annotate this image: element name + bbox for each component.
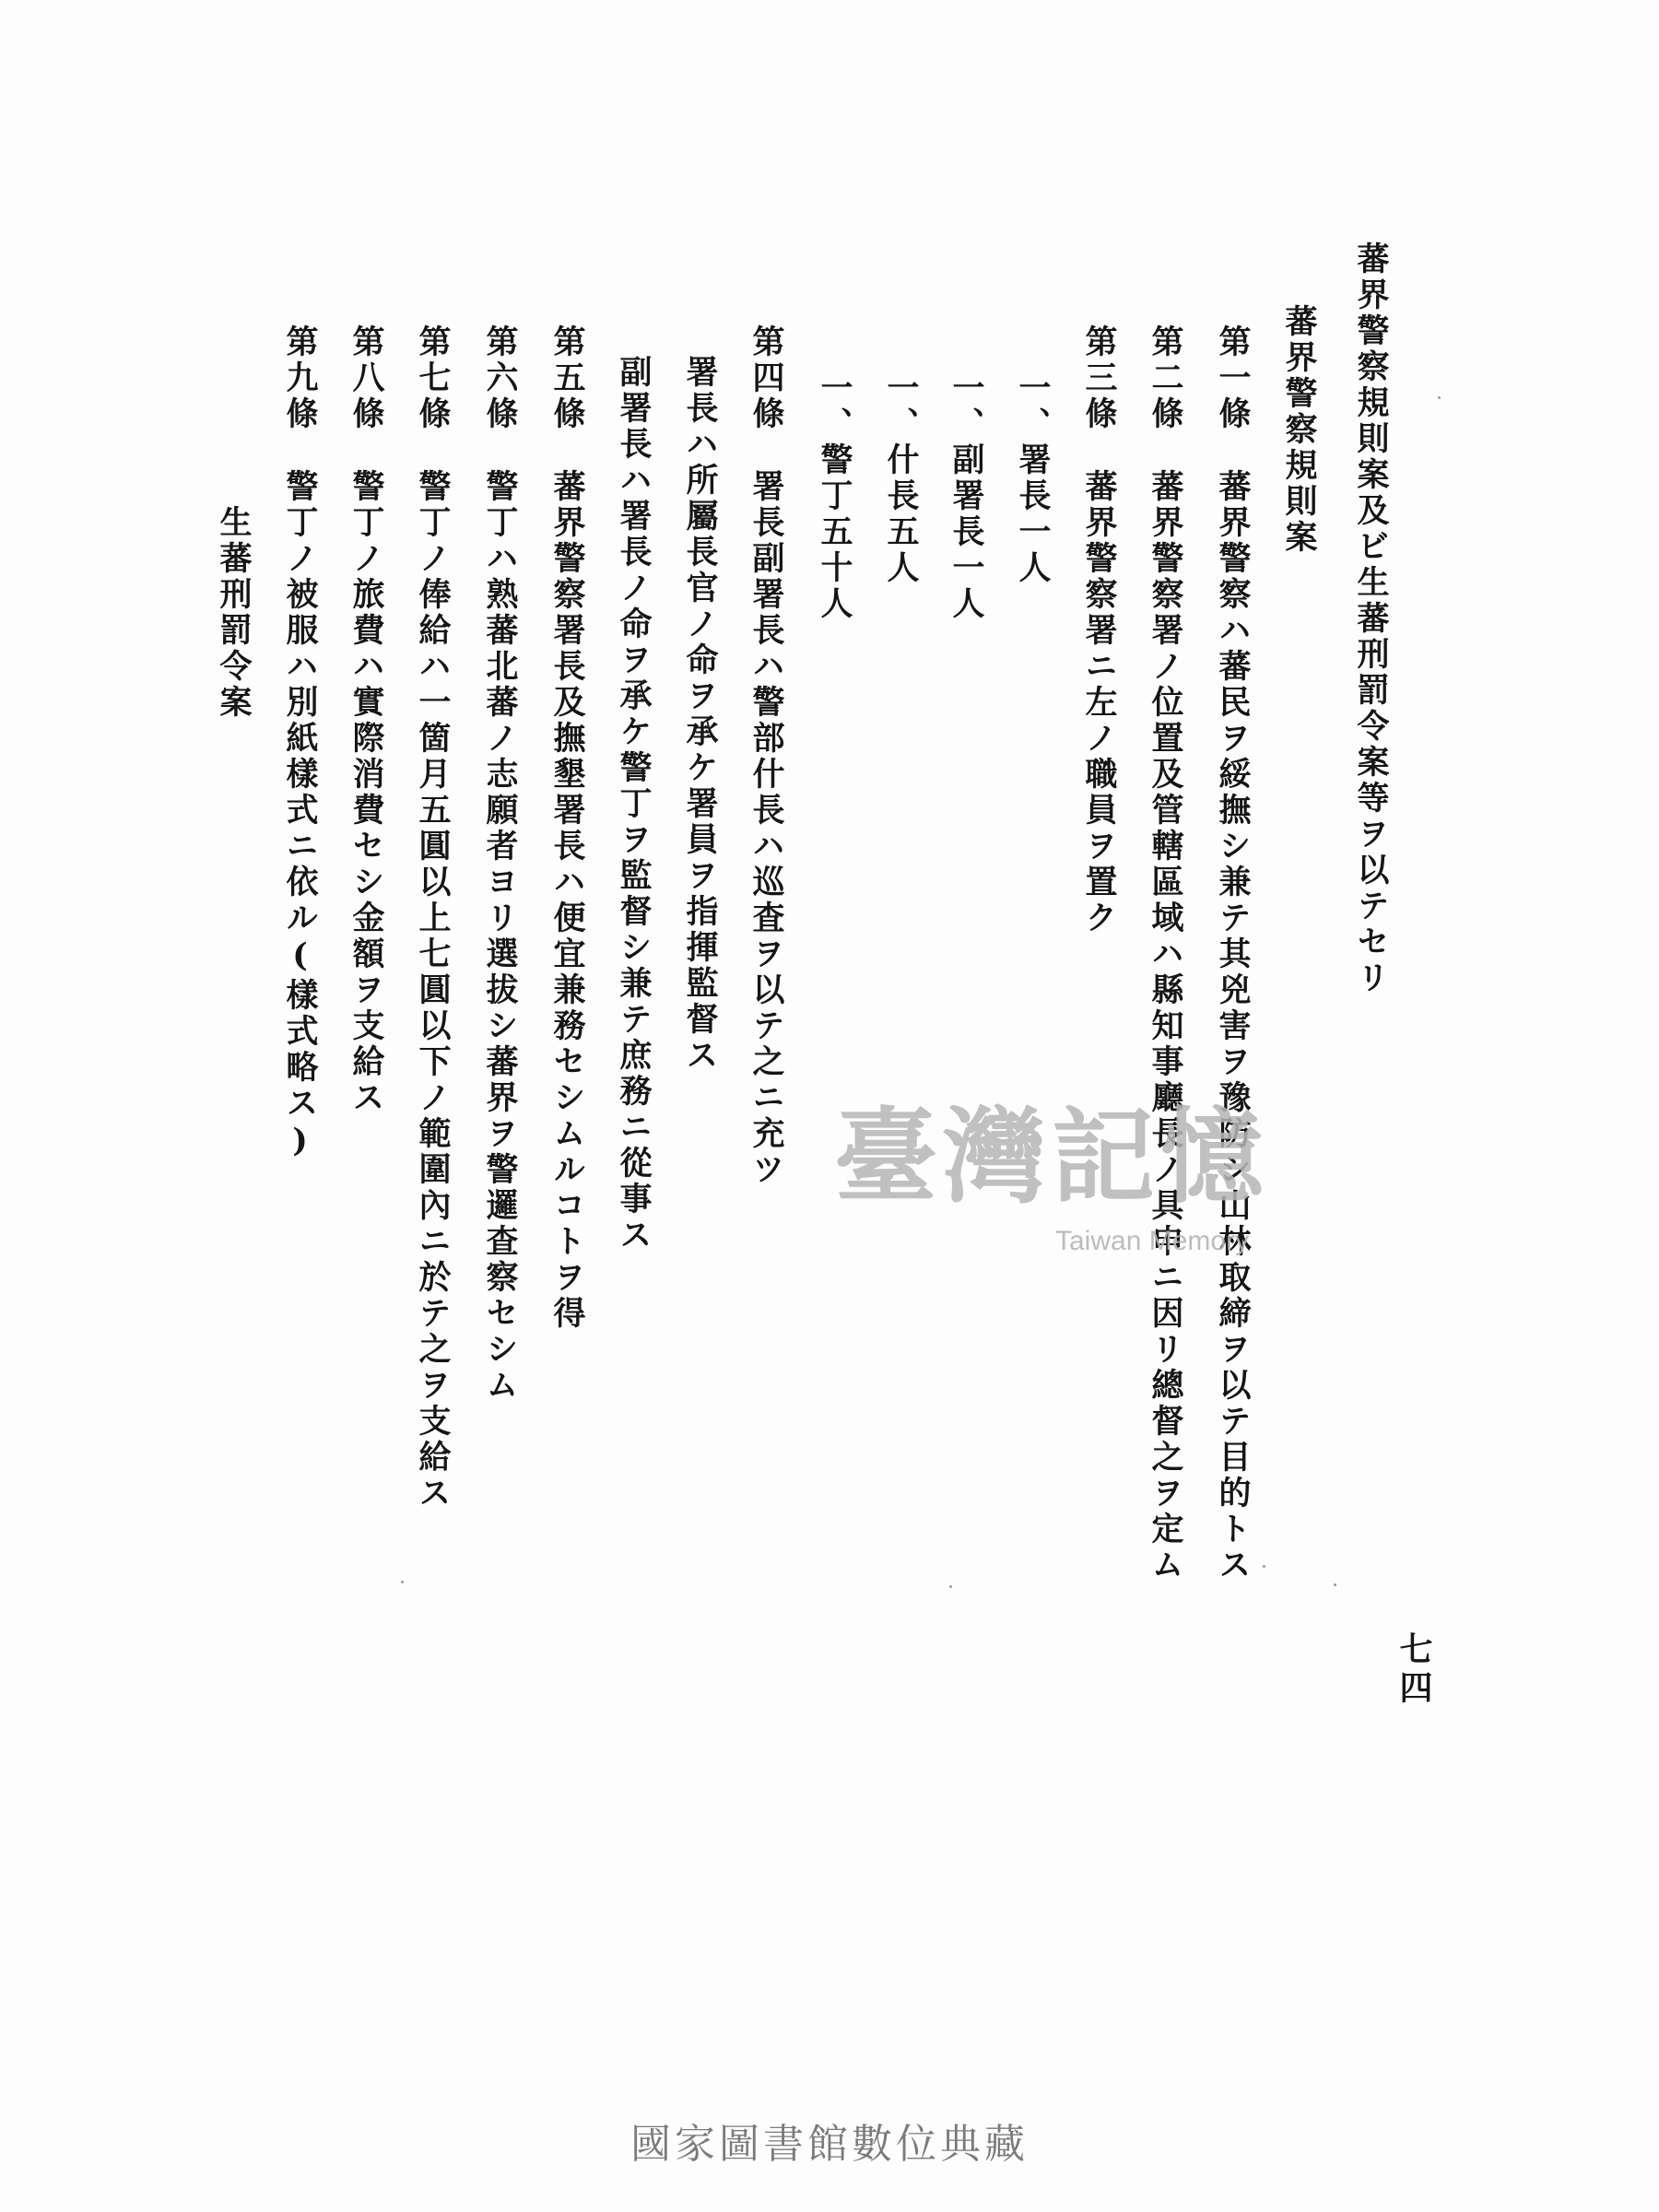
scan-speck [1438,396,1441,399]
article-8-label: 第八條 [347,324,385,432]
staff-item-3: 一、什長五人 [882,371,920,586]
article-3 [1080,324,1118,936]
paragraph-2: 副署長ハ署長ノ命ヲ承ケ警丁ヲ監督シ兼テ庶務ニ從事ス [615,355,653,1253]
article-4-text: 署長副署長ハ警部什長ハ巡査ヲ以テ之ニ充ツ [747,469,785,1188]
article-5-label: 第五條 [548,324,586,432]
footer-credit: 國家圖書館數位典藏 [630,2121,1029,2168]
paragraph-1: 署長ハ所屬長官ノ命ヲ承ケ署員ヲ指揮監督ス [681,355,719,1074]
article-7 [414,324,452,1512]
article-2 [1149,324,1182,1583]
article-6-text: 警丁ハ熟蕃北蕃ノ志願者ヨリ選拔シ蕃界ヲ警邏查察セシム [481,469,519,1404]
article-4 [747,324,785,1188]
article-9 [281,324,319,1163]
watermark-text: 臺灣記憶 [834,1097,1269,1218]
page-number: 七四 [1394,1631,1433,1709]
article-9-text: 警丁ノ被服ハ別紙樣式ニ依ル(樣式略ス) [281,469,319,1163]
article-2-text: 蕃界警察署ノ位置及管轄區域ハ縣知事廳長ノ具申ニ因リ總督之ヲ定ム [1147,469,1184,1583]
article-3-label: 第三條 [1080,324,1118,432]
article-3-text: 蕃界警察署ニ左ノ職員ヲ置ク [1080,469,1118,936]
watermark-logo [834,1097,1313,1272]
article-4-label: 第四條 [747,324,785,432]
article-1-label: 第一條 [1214,324,1252,432]
article-2-label: 第二條 [1147,324,1184,432]
watermark-subtitle: Taiwan Memory [1055,1226,1250,1256]
scan-speck [401,1581,404,1583]
article-1-text: 蕃界警察ハ蕃民ヲ綏撫シ兼テ其兇害ヲ豫防シ山林取締ヲ以テ目的トス [1214,469,1252,1583]
scan-speck [1263,1565,1265,1568]
article-8 [347,324,385,1116]
article-5 [548,324,586,1332]
section-title: 蕃界警察規則案 [1280,304,1318,556]
staff-item-2: 一、副署長一人 [947,371,985,622]
article-7-label: 第七條 [414,324,452,432]
running-header: 蕃界警察規則案及ビ生蕃刑罰令案等ヲ以テセリ [1352,241,1390,996]
scan-speck [949,1585,952,1588]
article-9-label: 第九條 [281,324,319,432]
scan-speck [1334,1583,1336,1586]
article-6 [481,324,519,1404]
next-section-title: 生蕃刑罰令案 [215,505,253,721]
staff-item-1: 一、署長一人 [1014,371,1052,586]
article-5-text: 蕃界警察署長及撫墾署長ハ便宜兼務セシムルコトヲ得 [548,469,586,1332]
article-7-text: 警丁ノ俸給ハ一箇月五圓以上七圓以下ノ範圍內ニ於テ之ヲ支給ス [414,469,452,1512]
staff-item-4: 一、警丁五十人 [816,371,853,622]
article-8-text: 警丁ノ旅費ハ實際消費セシ金額ヲ支給ス [347,469,385,1116]
article-1 [1214,324,1252,1583]
article-6-label: 第六條 [481,324,519,432]
